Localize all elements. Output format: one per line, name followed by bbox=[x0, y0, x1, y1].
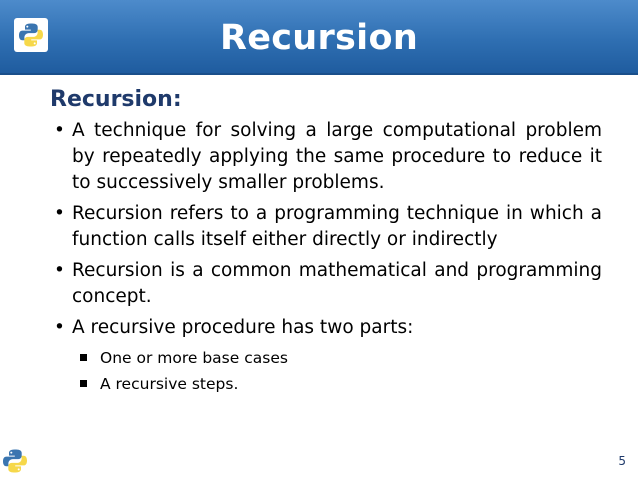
bullet-text: Recursion is a common mathematical and programming concept. bbox=[72, 260, 602, 307]
bullet-marker: • bbox=[54, 120, 65, 141]
sub-bullet-item bbox=[50, 346, 602, 370]
bullet-marker: • bbox=[54, 317, 65, 338]
sub-bullet-item bbox=[50, 372, 602, 396]
square-bullet-icon bbox=[80, 354, 87, 361]
bullet-item bbox=[50, 315, 602, 341]
footer-logo bbox=[2, 448, 28, 478]
slide-title: Recursion bbox=[219, 18, 419, 58]
bullet-marker: • bbox=[54, 203, 65, 224]
bullet-text: A recursive procedure has two parts: bbox=[72, 317, 414, 338]
bullet-item bbox=[50, 258, 602, 310]
python-logo-icon bbox=[2, 448, 28, 474]
sub-bullet-text: One or more base cases bbox=[100, 349, 288, 367]
bullet-list bbox=[50, 118, 602, 396]
section-heading: Recursion: bbox=[50, 87, 182, 112]
bullet-item bbox=[50, 118, 602, 196]
bullet-item bbox=[50, 201, 602, 253]
bullet-text: Recursion refers to a programming technique in which a function calls itself either directly or indirectly bbox=[72, 203, 602, 250]
bullet-text: A technique for solving a large computational problem by repeatedly applying the same procedure to reduce it to successively smaller problems. bbox=[72, 120, 602, 193]
bullet-marker: • bbox=[54, 260, 65, 281]
sub-bullet-text: A recursive steps. bbox=[100, 375, 239, 393]
square-bullet-icon bbox=[80, 380, 87, 387]
page-number: 5 bbox=[618, 454, 626, 468]
